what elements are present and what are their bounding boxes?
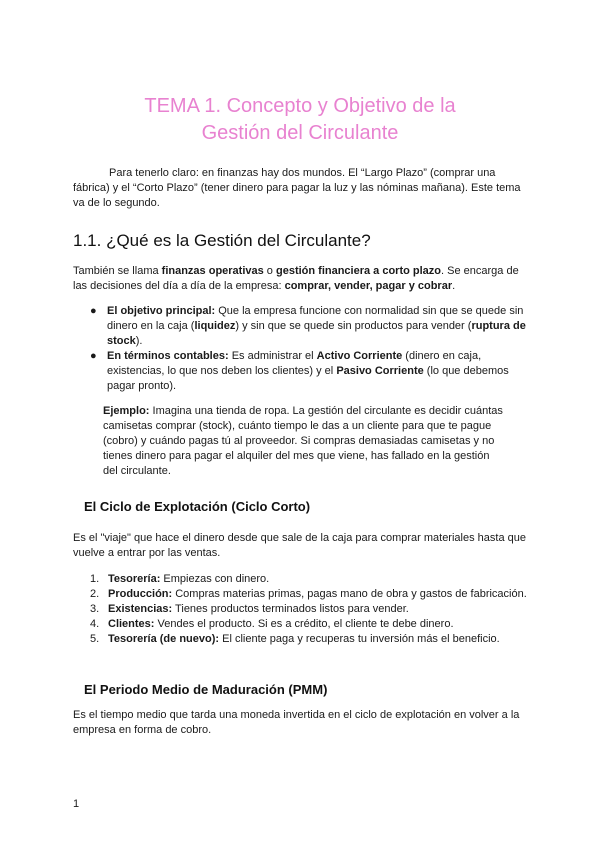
- list-item: [90, 304, 530, 349]
- bold-run: En términos contables:: [107, 350, 229, 362]
- text-run: Compras materias primas, pagas mano de obra y gastos de fabricación.: [172, 588, 527, 600]
- example-paragraph: [103, 404, 503, 479]
- list-item: [90, 602, 530, 617]
- bold-run: El objetivo principal:: [107, 305, 216, 317]
- numbered-list: [90, 572, 530, 647]
- text-run: Es administrar el: [228, 350, 317, 362]
- text-run: Empiezas con dinero.: [160, 573, 270, 585]
- text-run: También se llama: [73, 265, 162, 277]
- text-run: (lo que debemos pagar pronto).: [107, 365, 509, 392]
- text-run: ).: [135, 335, 143, 347]
- title-line-1: TEMA 1. Concepto y Objetivo de la: [144, 95, 456, 117]
- text-run: ) y sin que se quede sin productos para vender (: [235, 320, 472, 332]
- list-number: 2.: [90, 588, 100, 600]
- document-title: [60, 93, 540, 147]
- bold-run: liquidez: [194, 320, 236, 332]
- text-run: o: [263, 265, 276, 277]
- text-run: El cliente paga y recuperas tu inversión más el beneficio.: [219, 633, 500, 645]
- text-run: Vendes el producto. Si es a crédito, el cliente te debe dinero.: [154, 618, 454, 630]
- example-label: Ejemplo:: [103, 405, 150, 417]
- bold-run: finanzas operativas: [161, 265, 264, 277]
- bullet-icon: ●: [90, 305, 97, 317]
- bold-run: Pasivo Corriente: [336, 365, 424, 377]
- list-number: 4.: [90, 618, 100, 630]
- bold-run: Producción:: [108, 588, 173, 600]
- bold-run: comprar, vender, pagar y cobrar: [284, 280, 453, 292]
- section-2-heading: El Ciclo de Explotación (Ciclo Corto): [84, 499, 311, 514]
- text-run: .: [452, 280, 456, 292]
- bold-run: Clientes:: [108, 618, 155, 630]
- bullet-icon: ●: [90, 350, 97, 362]
- title-line-2: Gestión del Circulante: [201, 122, 399, 144]
- section-3-paragraph: Es el tiempo medio que tarda una moneda invertida en el ciclo de explotación en volver a la empresa en forma de cobro.: [73, 709, 520, 736]
- bold-run: Tesorería:: [108, 573, 161, 585]
- section-1-heading: 1.1. ¿Qué es la Gestión del Circulante?: [73, 231, 371, 250]
- example-text: Imagina una tienda de ropa. La gestión del circulante es decidir cuántas camisetas comprar (stock), cuánto tiempo le das a un cliente para que te pague (cobro) y cuándo pagas tú al proveedor. Si compras demasiadas camisetas y no tienes dinero para pagar el alquiler del mes que viene, has fallado en la gestión del circulante.: [103, 405, 503, 477]
- list-item: [90, 349, 530, 394]
- list-item: [90, 587, 530, 602]
- text-run: Tienes productos terminados listos para vender.: [172, 603, 409, 615]
- bold-run: ruptura de stock: [107, 320, 526, 347]
- list-number: 5.: [90, 633, 100, 645]
- text-run: Que la empresa funcione con normalidad sin que se quede sin dinero en la caja (: [107, 305, 524, 332]
- list-number: 1.: [90, 573, 100, 585]
- list-item: [90, 572, 530, 587]
- list-item: [90, 617, 530, 632]
- bold-run: Tesorería (de nuevo):: [108, 633, 220, 645]
- section-3-heading: El Periodo Medio de Maduración (PMM): [84, 682, 328, 697]
- bold-run: Existencias:: [108, 603, 173, 615]
- page-number: 1: [73, 798, 80, 810]
- section-2-paragraph: Es el "viaje" que hace el dinero desde que sale de la caja para comprar materiales hasta que vuelve a entrar por las ventas.: [73, 532, 526, 559]
- bold-run: Activo Corriente: [316, 350, 403, 362]
- list-item: [90, 632, 530, 647]
- text-run: . Se encarga de las decisiones del día a día de la empresa:: [73, 265, 519, 292]
- section-1-paragraph: [73, 264, 531, 294]
- text-run: (dinero en caja, existencias, lo que nos deben los clientes) y el: [107, 350, 482, 377]
- intro-paragraph: Para tenerlo claro: en finanzas hay dos mundos. El “Largo Plazo” (comprar una fábrica) y el “Corto Plazo” (tener dinero para pagar la luz y las nóminas mañana). Este tema va de lo segundo.: [73, 167, 521, 209]
- list-number: 3.: [90, 603, 100, 615]
- bullet-list: [90, 304, 530, 394]
- bold-run: gestión financiera a corto plazo: [275, 265, 442, 277]
